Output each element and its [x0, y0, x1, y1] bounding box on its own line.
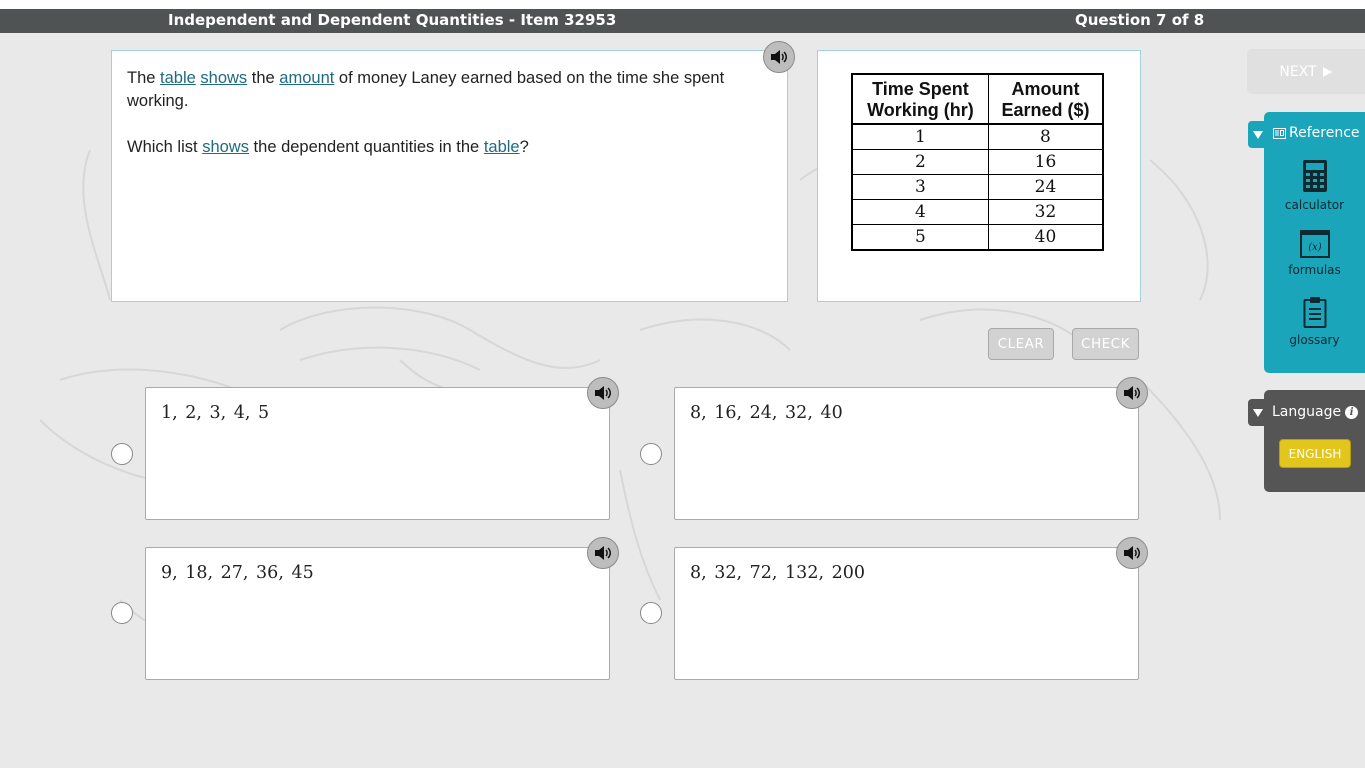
calculator-icon — [1302, 159, 1328, 193]
next-label: NEXT — [1279, 63, 1317, 80]
reference-card-icon — [1273, 128, 1286, 139]
calculator-tool[interactable] — [1264, 159, 1365, 212]
choice-b-audio-button[interactable] — [1116, 377, 1148, 409]
stem-paragraph-1 — [127, 67, 767, 113]
info-icon[interactable]: i — [1345, 406, 1358, 419]
glossary-link-table[interactable]: table — [160, 69, 196, 87]
choice-d-radio[interactable] — [640, 602, 662, 624]
table-row — [852, 225, 1103, 251]
question-counter: Question 7 of 8 — [1075, 11, 1205, 29]
stem-text: the dependent quantities in the — [248, 138, 484, 156]
reference-header[interactable] — [1273, 125, 1360, 141]
table-cell: 5 — [852, 225, 988, 251]
svg-text:(x): (x) — [1307, 242, 1322, 253]
formulas-icon — [1300, 230, 1330, 258]
stem-text: the — [247, 69, 280, 87]
choice-b-radio[interactable] — [640, 443, 662, 465]
glossary-link-shows[interactable]: shows — [200, 69, 248, 87]
choice-c-radio[interactable] — [111, 602, 133, 624]
formulas-tool[interactable] — [1264, 230, 1365, 277]
speaker-icon — [594, 385, 612, 401]
stem-paragraph-2 — [127, 136, 767, 159]
play-arrow-icon — [1321, 66, 1333, 78]
choice-c[interactable] — [145, 547, 610, 680]
choice-a-audio-button[interactable] — [587, 377, 619, 409]
clear-button[interactable]: CLEAR — [988, 328, 1054, 360]
reference-title: Reference — [1289, 125, 1360, 141]
table-header: Time Spent Working (hr) — [852, 74, 988, 124]
glossary-link-shows[interactable]: shows — [202, 138, 249, 156]
triangle-down-icon — [1253, 131, 1263, 139]
glossary-label: glossary — [1289, 333, 1340, 347]
choice-c-audio-button[interactable] — [587, 537, 619, 569]
choice-a-radio[interactable] — [111, 443, 133, 465]
time-amount-table — [851, 73, 1104, 251]
table-row — [852, 150, 1103, 175]
table-cell: 1 — [852, 124, 988, 150]
table-row — [852, 124, 1103, 150]
choice-b[interactable] — [674, 387, 1139, 520]
header-bar — [0, 9, 1365, 33]
data-table-panel — [817, 50, 1141, 302]
table-cell: 16 — [988, 150, 1103, 175]
stem-text: ? — [519, 138, 529, 156]
choice-a-text: 1, 2, 3, 4, 5 — [161, 403, 270, 423]
stem-text: Which list — [127, 138, 203, 156]
choice-d-text: 8, 32, 72, 132, 200 — [690, 563, 865, 583]
stem-text: The — [127, 69, 161, 87]
language-english-button[interactable]: ENGLISH — [1279, 439, 1351, 468]
glossary-icon — [1303, 296, 1327, 328]
glossary-link-table[interactable]: table — [483, 138, 520, 156]
glossary-tool[interactable] — [1264, 296, 1365, 347]
calculator-label: calculator — [1284, 198, 1345, 212]
language-header — [1272, 404, 1358, 420]
choice-d-audio-button[interactable] — [1116, 537, 1148, 569]
speaker-icon — [1123, 385, 1141, 401]
table-cell: 2 — [852, 150, 988, 175]
top-strip — [0, 0, 1365, 9]
table-cell: 4 — [852, 200, 988, 225]
table-cell: 8 — [988, 124, 1103, 150]
glossary-link-amount[interactable]: amount — [279, 69, 335, 87]
check-button[interactable]: CHECK — [1072, 328, 1139, 360]
table-cell: 24 — [988, 175, 1103, 200]
speaker-icon — [1123, 545, 1141, 561]
language-title: Language — [1272, 404, 1342, 420]
speaker-icon — [770, 49, 788, 65]
table-cell: 32 — [988, 200, 1103, 225]
choice-b-text: 8, 16, 24, 32, 40 — [690, 403, 843, 423]
choice-d[interactable] — [674, 547, 1139, 680]
item-title: Independent and Dependent Quantities - Item 32953 — [168, 11, 617, 29]
table-row — [852, 175, 1103, 200]
choice-c-text: 9, 18, 27, 36, 45 — [161, 563, 314, 583]
speaker-icon — [594, 545, 612, 561]
question-stem-panel — [111, 50, 788, 302]
stem-audio-button[interactable] — [763, 41, 795, 73]
language-panel — [1264, 390, 1365, 492]
stem-text: of money Laney earned based on the time she spent working. — [127, 69, 725, 110]
next-button[interactable] — [1247, 49, 1365, 94]
formulas-label: formulas — [1288, 263, 1341, 277]
triangle-down-icon — [1253, 409, 1263, 417]
choice-a[interactable] — [145, 387, 610, 520]
table-row — [852, 200, 1103, 225]
reference-panel — [1264, 112, 1365, 373]
table-cell: 3 — [852, 175, 988, 200]
table-cell: 40 — [988, 225, 1103, 251]
table-header: Amount Earned ($) — [988, 74, 1103, 124]
